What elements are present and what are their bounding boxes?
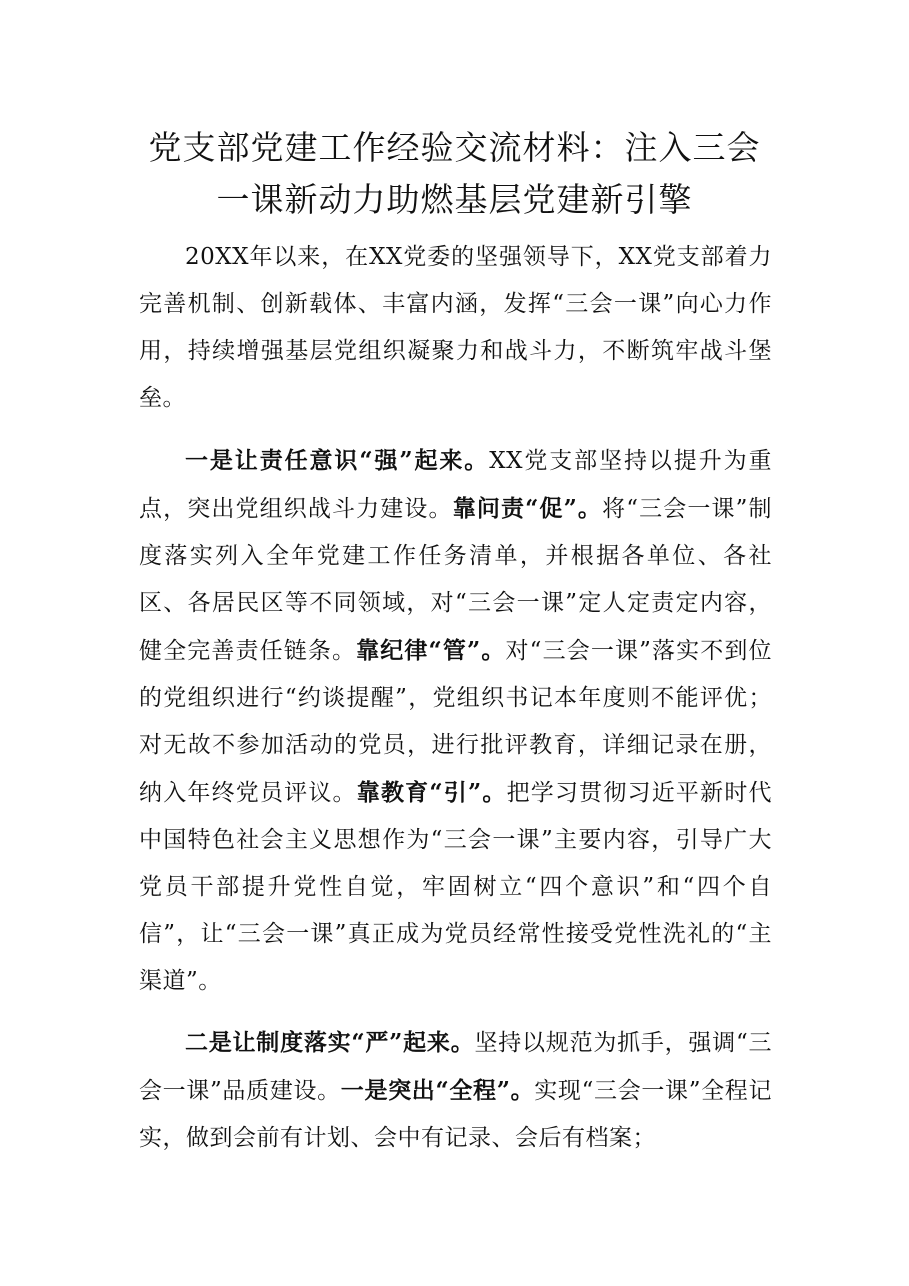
section-1-subheading-1: 靠问责“促”。 bbox=[452, 495, 603, 522]
section-1-paragraph bbox=[139, 437, 772, 1005]
section-2-text-2: 实现“三会一课”全程记实，做到会前有计划、会中有记录、会后有档案； bbox=[139, 1078, 772, 1151]
section-1-subheading-3: 靠教育“引”。 bbox=[356, 779, 507, 806]
section-2-heading: 二是让制度落实“严”起来。 bbox=[185, 1029, 475, 1056]
intro-paragraph: 20XX年以来，在XX党委的坚强领导下，XX党支部着力完善机制、创新载体、丰富内涵，发挥“三会一课”向心力作用，持续增强基层党组织凝聚力和战斗力，不断筑牢战斗堡垒。 bbox=[139, 244, 772, 411]
section-1-heading: 一是让责任意识“强”起来。 bbox=[185, 447, 490, 474]
section-1-text-4: 把学习贯彻习近平新时代中国特色社会主义思想作为“三会一课”主要内容，引导广大党员干部提升党性自觉，牢固树立“四个意识”和“四个自信”，让“三会一课”真正成为党员经常性接受党性洗礼的“主渠道”。 bbox=[139, 780, 773, 994]
document-title bbox=[120, 122, 789, 226]
section-2-subheading-1: 一是突出“全程”。 bbox=[340, 1077, 535, 1104]
section-1-text-3: 对“三会一课”落实不到位的党组织进行“约谈提醒”，党组织书记本年度则不能评优；对无故不参加活动的党员，进行批评教育，详细记录在册，纳入年终党员评议。 bbox=[139, 638, 772, 806]
section-1-subheading-2: 靠纪律“管”。 bbox=[356, 637, 506, 664]
section-1-text-2: 将“三会一课”制度落实列入全年党建工作任务清单，并根据各单位、各社区、各居民区等不同领域，对“三会一课”定人定责定内容，健全完善责任链条。 bbox=[139, 496, 772, 664]
section-2-paragraph bbox=[139, 1019, 772, 1162]
section-2-text-1: 坚持以规范为抓手，强调“三会一课”品质建设。 bbox=[139, 1030, 772, 1104]
section-1-text-1: XX党支部坚持以提升为重点，突出党组织战斗力建设。 bbox=[139, 448, 773, 522]
title-line-1: 党支部党建工作经验交流材料：注入三会 bbox=[148, 128, 761, 167]
title-line-2: 一课新动力助燃基层党建新引擎 bbox=[216, 180, 693, 219]
